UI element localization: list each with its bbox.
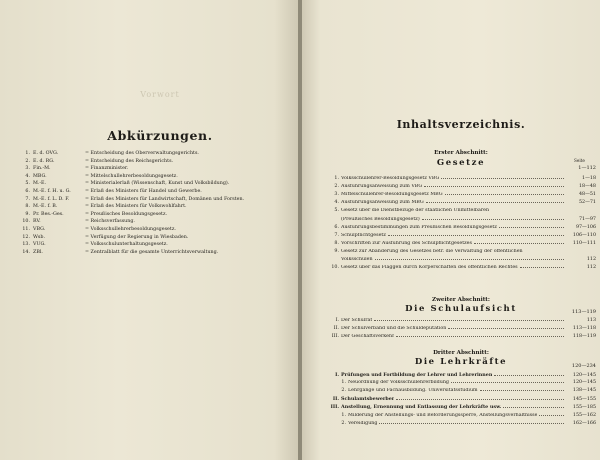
toc-item-number: I. — [335, 372, 339, 378]
toc-item-title: (Preußisches Besoldungsgesetz) — [341, 216, 420, 222]
toc-item-title: Gesetz über das Flaggen durch Körperschaften des öffentlichen Rechtes — [341, 265, 518, 271]
toc-row — [326, 241, 596, 246]
toc-item-pages: 110—111 — [572, 240, 596, 246]
toc-item-pages: 112 — [586, 265, 596, 271]
abbreviation-meaning: = Reichsverfassung. — [85, 219, 135, 225]
toc-row — [326, 396, 596, 402]
abbreviation-number: 8. — [25, 204, 30, 210]
abbreviation-row — [22, 211, 292, 219]
toc-row — [326, 257, 596, 262]
toc-item-title: Schulpflichtgesetz — [341, 232, 386, 238]
toc-item-pages: 118—119 — [572, 334, 596, 340]
toc-group-title: Die Lehrkräfte — [414, 357, 508, 367]
toc-row — [326, 265, 596, 270]
toc-item-title: Ausführungsanweisung zum VBG — [341, 184, 423, 190]
abbreviations-list — [22, 150, 292, 256]
toc-item-number: 1. — [334, 176, 339, 181]
toc-leader-dots — [422, 219, 564, 220]
toc-item-number: 7. — [334, 232, 339, 238]
toc-row — [326, 249, 596, 254]
toc-item-pages: 120—145 — [572, 373, 596, 378]
abbreviation-short: RV. — [33, 219, 41, 225]
abbreviation-number: 14. — [22, 249, 30, 255]
abbreviation-short: ZBl. — [33, 249, 43, 255]
toc-item-title: Schulamtsbewerber — [341, 396, 395, 403]
toc-item-title: Vereidigung — [348, 420, 378, 426]
toc-leader-dots — [424, 186, 564, 187]
toc-item-pages: 1—18 — [582, 176, 596, 181]
toc-item-number: 1. — [341, 412, 346, 418]
toc-item-title: Mittelschullehrer-Besoldungsgesetz MBG — [341, 192, 443, 198]
abbreviation-meaning: = Entscheidung des Reichsgerichts. — [85, 158, 174, 164]
toc-group-page-range: 1—112 — [578, 165, 596, 171]
toc-item-pages: 97—106 — [575, 224, 596, 230]
abbreviation-meaning: = Finanzminister. — [85, 166, 129, 172]
abbreviation-short: M.-E. f. L. D. F. — [33, 196, 70, 202]
toc-row — [326, 380, 596, 385]
toc-row — [326, 372, 596, 378]
toc-leader-dots — [374, 320, 564, 321]
toc-row — [326, 225, 596, 230]
abbreviation-row — [22, 165, 292, 173]
toc-leader-dots — [448, 328, 564, 329]
toc-leader-dots — [445, 194, 564, 195]
abbreviation-row — [22, 180, 292, 188]
toc-group-title: Die Schulaufsicht — [405, 304, 517, 314]
toc-leader-dots — [451, 382, 564, 383]
toc-item-pages: 112 — [586, 257, 596, 262]
abbreviation-number: 10. — [22, 219, 30, 225]
toc-item-pages: 18—48 — [578, 184, 596, 190]
toc-leader-dots — [441, 178, 564, 179]
abbreviation-meaning: = Volksschullehrerbesoldungsgesetz. — [85, 226, 176, 232]
toc-item-title: Milderung der Anstellungs- und Beförderungssperre, Anstellungsverhältnisse — [348, 412, 538, 418]
abbreviation-short: M.-E. — [33, 181, 47, 187]
abbreviation-meaning: = Erlaß des Ministers für Handel und Gewerbe. — [85, 188, 202, 194]
abbreviation-meaning: = Verfügung der Regierung in Wiesbaden. — [85, 234, 189, 240]
abbreviation-row — [22, 173, 292, 181]
toc-item-number: 2. — [341, 388, 346, 394]
toc-item-number: 10. — [331, 265, 339, 271]
toc-row — [326, 200, 596, 205]
abbreviations-heading: Abkürzungen. — [107, 128, 213, 143]
toc-item-number: 2. — [334, 184, 339, 190]
toc-item-pages: 106—110 — [572, 232, 596, 238]
left-page — [0, 0, 298, 460]
abbreviation-number: 11. — [22, 226, 30, 232]
toc-row — [326, 318, 596, 323]
abbreviation-meaning: = Preußisches Besoldungsgesetz. — [85, 211, 168, 217]
abbreviation-short: Pr. Bes.-Ges. — [33, 211, 64, 217]
toc-item-title: Neuordnung der Volksschullehrerbildung — [348, 380, 449, 386]
toc-section-title: Zweiter Abschnitt: — [432, 297, 490, 303]
abbreviation-short: M.-E. f. B. — [33, 204, 58, 210]
toc-leader-dots — [396, 399, 564, 400]
abbreviation-meaning: = Ministerialerlaß (Wissenschaft, Kunst und Volksbildung). — [85, 181, 230, 187]
toc-leader-dots — [480, 390, 564, 391]
toc-item-number: II. — [332, 396, 339, 403]
toc-item-title: Ausführungsbestimmungen zum Preußischen Besoldungsgesetz — [341, 224, 497, 230]
toc-item-number: 2. — [341, 420, 346, 426]
abbreviation-meaning: = Volksschulunterhaltungsgesetz. — [85, 242, 168, 248]
abbreviation-short: Wsb. — [33, 234, 45, 240]
toc-item-title: Volksschulen — [341, 257, 373, 262]
abbreviation-row — [22, 249, 292, 257]
toc-item-pages: 52—71 — [578, 200, 596, 206]
abbreviation-number: 7. — [25, 196, 30, 202]
toc-item-pages: 162—166 — [572, 420, 596, 426]
abbreviation-short: VBG. — [33, 226, 46, 232]
abbreviation-short: M.-E. f. H. u. G. — [33, 188, 71, 194]
abbreviation-meaning: = Zentralblatt für die gesamte Unterrichtsverwaltung. — [85, 249, 219, 255]
toc-row — [326, 404, 596, 410]
abbreviation-number: 6. — [25, 188, 30, 194]
toc-leader-dots — [379, 423, 564, 424]
abbreviation-row — [22, 234, 292, 242]
toc-row — [326, 192, 596, 197]
toc-section-title: Dritter Abschnitt: — [433, 350, 489, 356]
toc-leader-dots — [396, 336, 564, 337]
abbreviation-meaning: = Erlaß des Ministers für Volkswohlfahrt. — [85, 204, 187, 210]
seite-label: Seite — [574, 158, 585, 163]
abbreviation-number: 9. — [25, 211, 30, 217]
toc-item-number: III. — [330, 404, 339, 411]
toc-leader-dots — [388, 235, 564, 236]
abbreviation-row — [22, 196, 292, 204]
abbreviation-meaning: = Mittelschullehrerbesoldungsgesetz. — [85, 173, 178, 179]
toc-row — [326, 334, 596, 339]
toc-leader-dots — [375, 259, 564, 260]
toc-row — [326, 326, 596, 331]
toc-row — [326, 413, 596, 418]
toc-item-pages: 48—51 — [578, 192, 596, 198]
toc-leader-dots — [494, 375, 564, 376]
toc-item-title: Vorschriften zur Ausführung des Schulpflichtgesetzes — [341, 240, 472, 246]
toc-item-number: I. — [335, 318, 339, 323]
abbreviation-short: E. d. OVG. — [33, 151, 59, 156]
toc-heading: Inhaltsverzeichnis. — [396, 118, 526, 131]
abbreviation-short: Fin.-M. — [33, 166, 51, 172]
abbreviation-row — [22, 226, 292, 234]
toc-item-title: Volksschullehrer-Besoldungsgesetz VBG — [341, 176, 440, 181]
toc-row — [326, 217, 596, 222]
toc-item-title: Gesetz über die Dienstbezüge der staatlichen Unmittelbaren — [341, 208, 490, 214]
toc-item-pages: 155—185 — [572, 405, 596, 411]
toc-row — [326, 184, 596, 189]
abbreviation-number: 5. — [25, 181, 30, 187]
toc-row — [326, 421, 596, 426]
abbreviation-meaning: = Entscheidung des Oberverwaltungsgerichts. — [85, 151, 199, 156]
toc-row — [326, 176, 596, 181]
toc-row — [326, 233, 596, 238]
toc-item-title: Der Geschäftsverkehr — [341, 334, 395, 340]
abbreviation-short: MBG. — [33, 173, 47, 179]
toc-leader-dots — [503, 407, 564, 408]
toc-leader-dots — [539, 415, 564, 416]
toc-leader-dots — [426, 202, 564, 203]
toc-item-pages: 145—155 — [572, 397, 596, 403]
abbreviation-short: VUG. — [33, 242, 46, 248]
abbreviation-number: 2. — [25, 158, 30, 164]
toc-row — [326, 388, 596, 393]
toc-item-title: Ausführungsanweisung zum MBG — [341, 200, 424, 206]
abbreviation-number: 4. — [25, 173, 30, 179]
toc-group-page-range: 113—119 — [571, 309, 596, 315]
toc-leader-dots — [499, 227, 564, 228]
toc-item-pages: 113—118 — [572, 326, 596, 332]
abbreviation-row — [22, 188, 292, 196]
abbreviation-number: 12. — [22, 234, 30, 240]
toc-item-number: III. — [331, 334, 339, 340]
abbreviation-number: 13. — [22, 242, 30, 248]
toc-item-number: 4. — [334, 200, 339, 206]
toc-item-number: 5. — [334, 208, 339, 214]
toc-item-pages: 71—97 — [578, 216, 596, 222]
toc-item-title: Prüfungen und Fortbildung der Lehrer und Lehrerinnen — [341, 372, 493, 378]
toc-group-page-range: 120—234 — [571, 363, 596, 369]
toc-leader-dots — [474, 243, 564, 244]
bleed-through-text: Vorwort — [140, 90, 180, 99]
abbreviation-number: 1. — [25, 151, 30, 156]
toc-group-title: Gesetze — [436, 158, 486, 168]
toc-item-pages: 155—162 — [572, 412, 596, 418]
toc-item-title: Lehrgänge und Fachausbildung. Universitätsstudium — [348, 388, 478, 394]
abbreviation-meaning: = Erlaß des Ministers für Landwirtschaft, Domänen und Forsten. — [85, 196, 245, 202]
toc-item-pages: 113 — [586, 318, 596, 323]
abbreviation-row — [22, 158, 292, 166]
toc-item-title: Der Schulverband und die Schuldeputation — [341, 326, 447, 332]
abbreviation-row — [22, 203, 292, 211]
abbreviation-short: E. d. RG. — [33, 158, 55, 164]
toc-item-number: 6. — [334, 224, 339, 230]
abbreviation-row — [22, 150, 292, 158]
toc-item-number: 1. — [341, 380, 346, 386]
toc-item-number: II. — [333, 326, 339, 332]
abbreviation-row — [22, 241, 292, 249]
toc-leader-dots — [520, 267, 564, 268]
toc-row — [326, 208, 596, 213]
toc-section-title: Erster Abschnitt: — [434, 150, 488, 156]
toc-item-title: Gesetz zur Abänderung des Gesetzes betr. die Verwaltung der öffentlichen — [341, 248, 523, 254]
abbreviation-row — [22, 218, 292, 226]
toc-item-title: Der Schulrat — [341, 318, 373, 323]
toc-item-title: Anstellung, Ernennung und Entlassung der Lehrkräfte usw. — [341, 404, 502, 411]
toc-item-pages: 138—145 — [572, 388, 596, 394]
toc-item-pages: 120—145 — [572, 380, 596, 386]
right-page — [302, 0, 600, 460]
toc-item-number: 9. — [334, 248, 339, 254]
toc-item-number: 8. — [334, 240, 339, 246]
abbreviation-number: 3. — [25, 166, 30, 172]
toc-item-number: 3. — [334, 192, 339, 198]
